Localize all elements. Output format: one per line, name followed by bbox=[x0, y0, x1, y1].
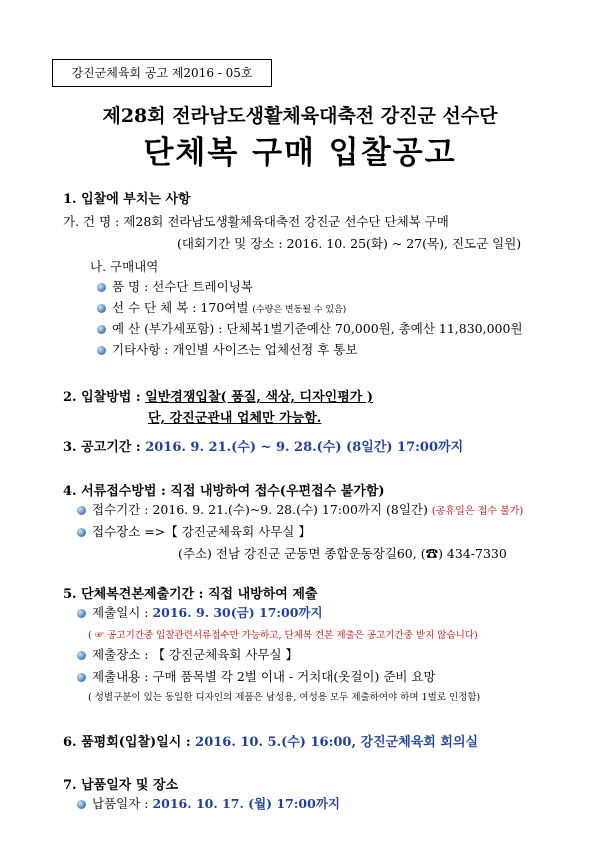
section-1-heading: 1. 입찰에 부치는 사항 bbox=[63, 192, 191, 207]
purchase-item-name: 품 명 : 선수단 트레이닝복 bbox=[97, 277, 253, 295]
bullet-icon bbox=[97, 283, 106, 292]
quantity-note: (수량은 변동될 수 있음) bbox=[252, 305, 347, 315]
title-line-1: 제28회 전라남도생활체육대축전 강진군 선수단 bbox=[102, 105, 498, 127]
purchase-item-etc: 기타사항 : 개인별 사이즈는 업체선정 후 통보 bbox=[97, 340, 357, 358]
notice-period: 2016. 9. 21.(수) ~ 9. 28.(수) (8일간) 17:00까지 bbox=[145, 440, 464, 455]
bullet-icon bbox=[77, 506, 86, 515]
section-3-heading: 3. 공고기간 : 2016. 9. 21.(수) ~ 9. 28.(수) (8일간) 17:00까지 bbox=[63, 440, 464, 455]
evaluation-datetime: 2016. 10. 5.(수) 16:00, 강진군체육회 회의실 bbox=[195, 735, 479, 750]
bullet-icon bbox=[77, 528, 86, 537]
bullet-icon bbox=[77, 800, 86, 809]
section-7-heading: 7. 납품일자 및 장소 bbox=[63, 778, 179, 793]
holiday-note: (공휴일은 접수 불가) bbox=[431, 506, 524, 517]
sample-submit-note: ( ☞ 공고기간중 입찰관련서류접수만 가능하고, 단체복 견본 제출은 공고기간중 받지 않습니다) bbox=[88, 630, 478, 641]
submission-period: 접수기간 : 2016. 9. 21.(수)~9. 28.(수) 17:00까지 (8일간) (공휴일은 접수 불가) bbox=[77, 500, 523, 518]
delivery-date: 납품일자 : 2016. 10. 17. (월) 17:00까지 bbox=[77, 794, 340, 812]
bullet-icon bbox=[97, 325, 106, 334]
bullet-icon bbox=[97, 304, 106, 313]
section-6-heading: 6. 품평회(입찰)일시 : 2016. 10. 5.(수) 16:00, 강진군체육회 회의실 bbox=[63, 735, 479, 750]
title-line-2: 단체복 구매 입찰공고 bbox=[143, 135, 457, 171]
sample-gender-note: ( 성별구분이 있는 동일한 디자인의 제품은 남성용, 여성용 모두 제출하여야 하며 1벌로 인정함) bbox=[88, 692, 481, 703]
purchase-item-budget: 예 산 (부가세포함) : 단체복1벌기준예산 70,000원, 총예산 11,830,000원 bbox=[97, 319, 523, 337]
section-1-item-ga: 가. 건 명 : 제28회 전라남도생활체육대축전 강진군 선수단 단체복 구매 bbox=[63, 214, 449, 229]
sample-submit-date: 제출일시 : 2016. 9. 30(금) 17:00까지 bbox=[77, 603, 323, 621]
submission-place: 접수장소 =>【 강진군체육회 사무실 】 bbox=[77, 522, 311, 540]
section-5-heading: 5. 단체복견본제출기간 : 직접 내방하여 제출 bbox=[63, 587, 318, 602]
purchase-item-quantity: 선 수 단 체 복 : 170여벌 (수량은 변동될 수 있음) bbox=[97, 298, 346, 316]
bullet-icon bbox=[97, 346, 106, 355]
bid-restriction: 단, 강진군관내 업체만 가능함. bbox=[148, 411, 322, 426]
notice-number: 강진군체육회 공고 제2016 - 05호 bbox=[52, 59, 272, 87]
bid-method: 일반경쟁입찰( 품질, 색상, 디자인평가 ) bbox=[145, 390, 374, 405]
sample-submit-content: 제출내용 : 구매 품목별 각 2벌 이내 - 거치대(옷걸이) 준비 요망 bbox=[77, 667, 436, 685]
section-1-period: (대회기간 및 장소 : 2016. 10. 25(화) ~ 27(목), 진도군 일원) bbox=[177, 236, 522, 251]
bullet-icon bbox=[77, 651, 86, 660]
section-2-heading: 2. 입찰방법 : 일반경쟁입찰( 품질, 색상, 디자인평가 ) bbox=[63, 390, 374, 405]
office-address: (주소) 전남 강진군 군동면 종합운동장길60, (☎) 434-7330 bbox=[178, 546, 507, 561]
bullet-icon bbox=[77, 609, 86, 618]
section-4-heading: 4. 서류접수방법 : 직접 내방하여 접수(우편접수 불가함) bbox=[63, 484, 385, 499]
bullet-icon bbox=[77, 673, 86, 682]
section-1-item-na: 나. 구매내역 bbox=[90, 259, 159, 274]
sample-submit-place: 제출장소 : 【 강진군체육회 사무실 】 bbox=[77, 645, 298, 663]
